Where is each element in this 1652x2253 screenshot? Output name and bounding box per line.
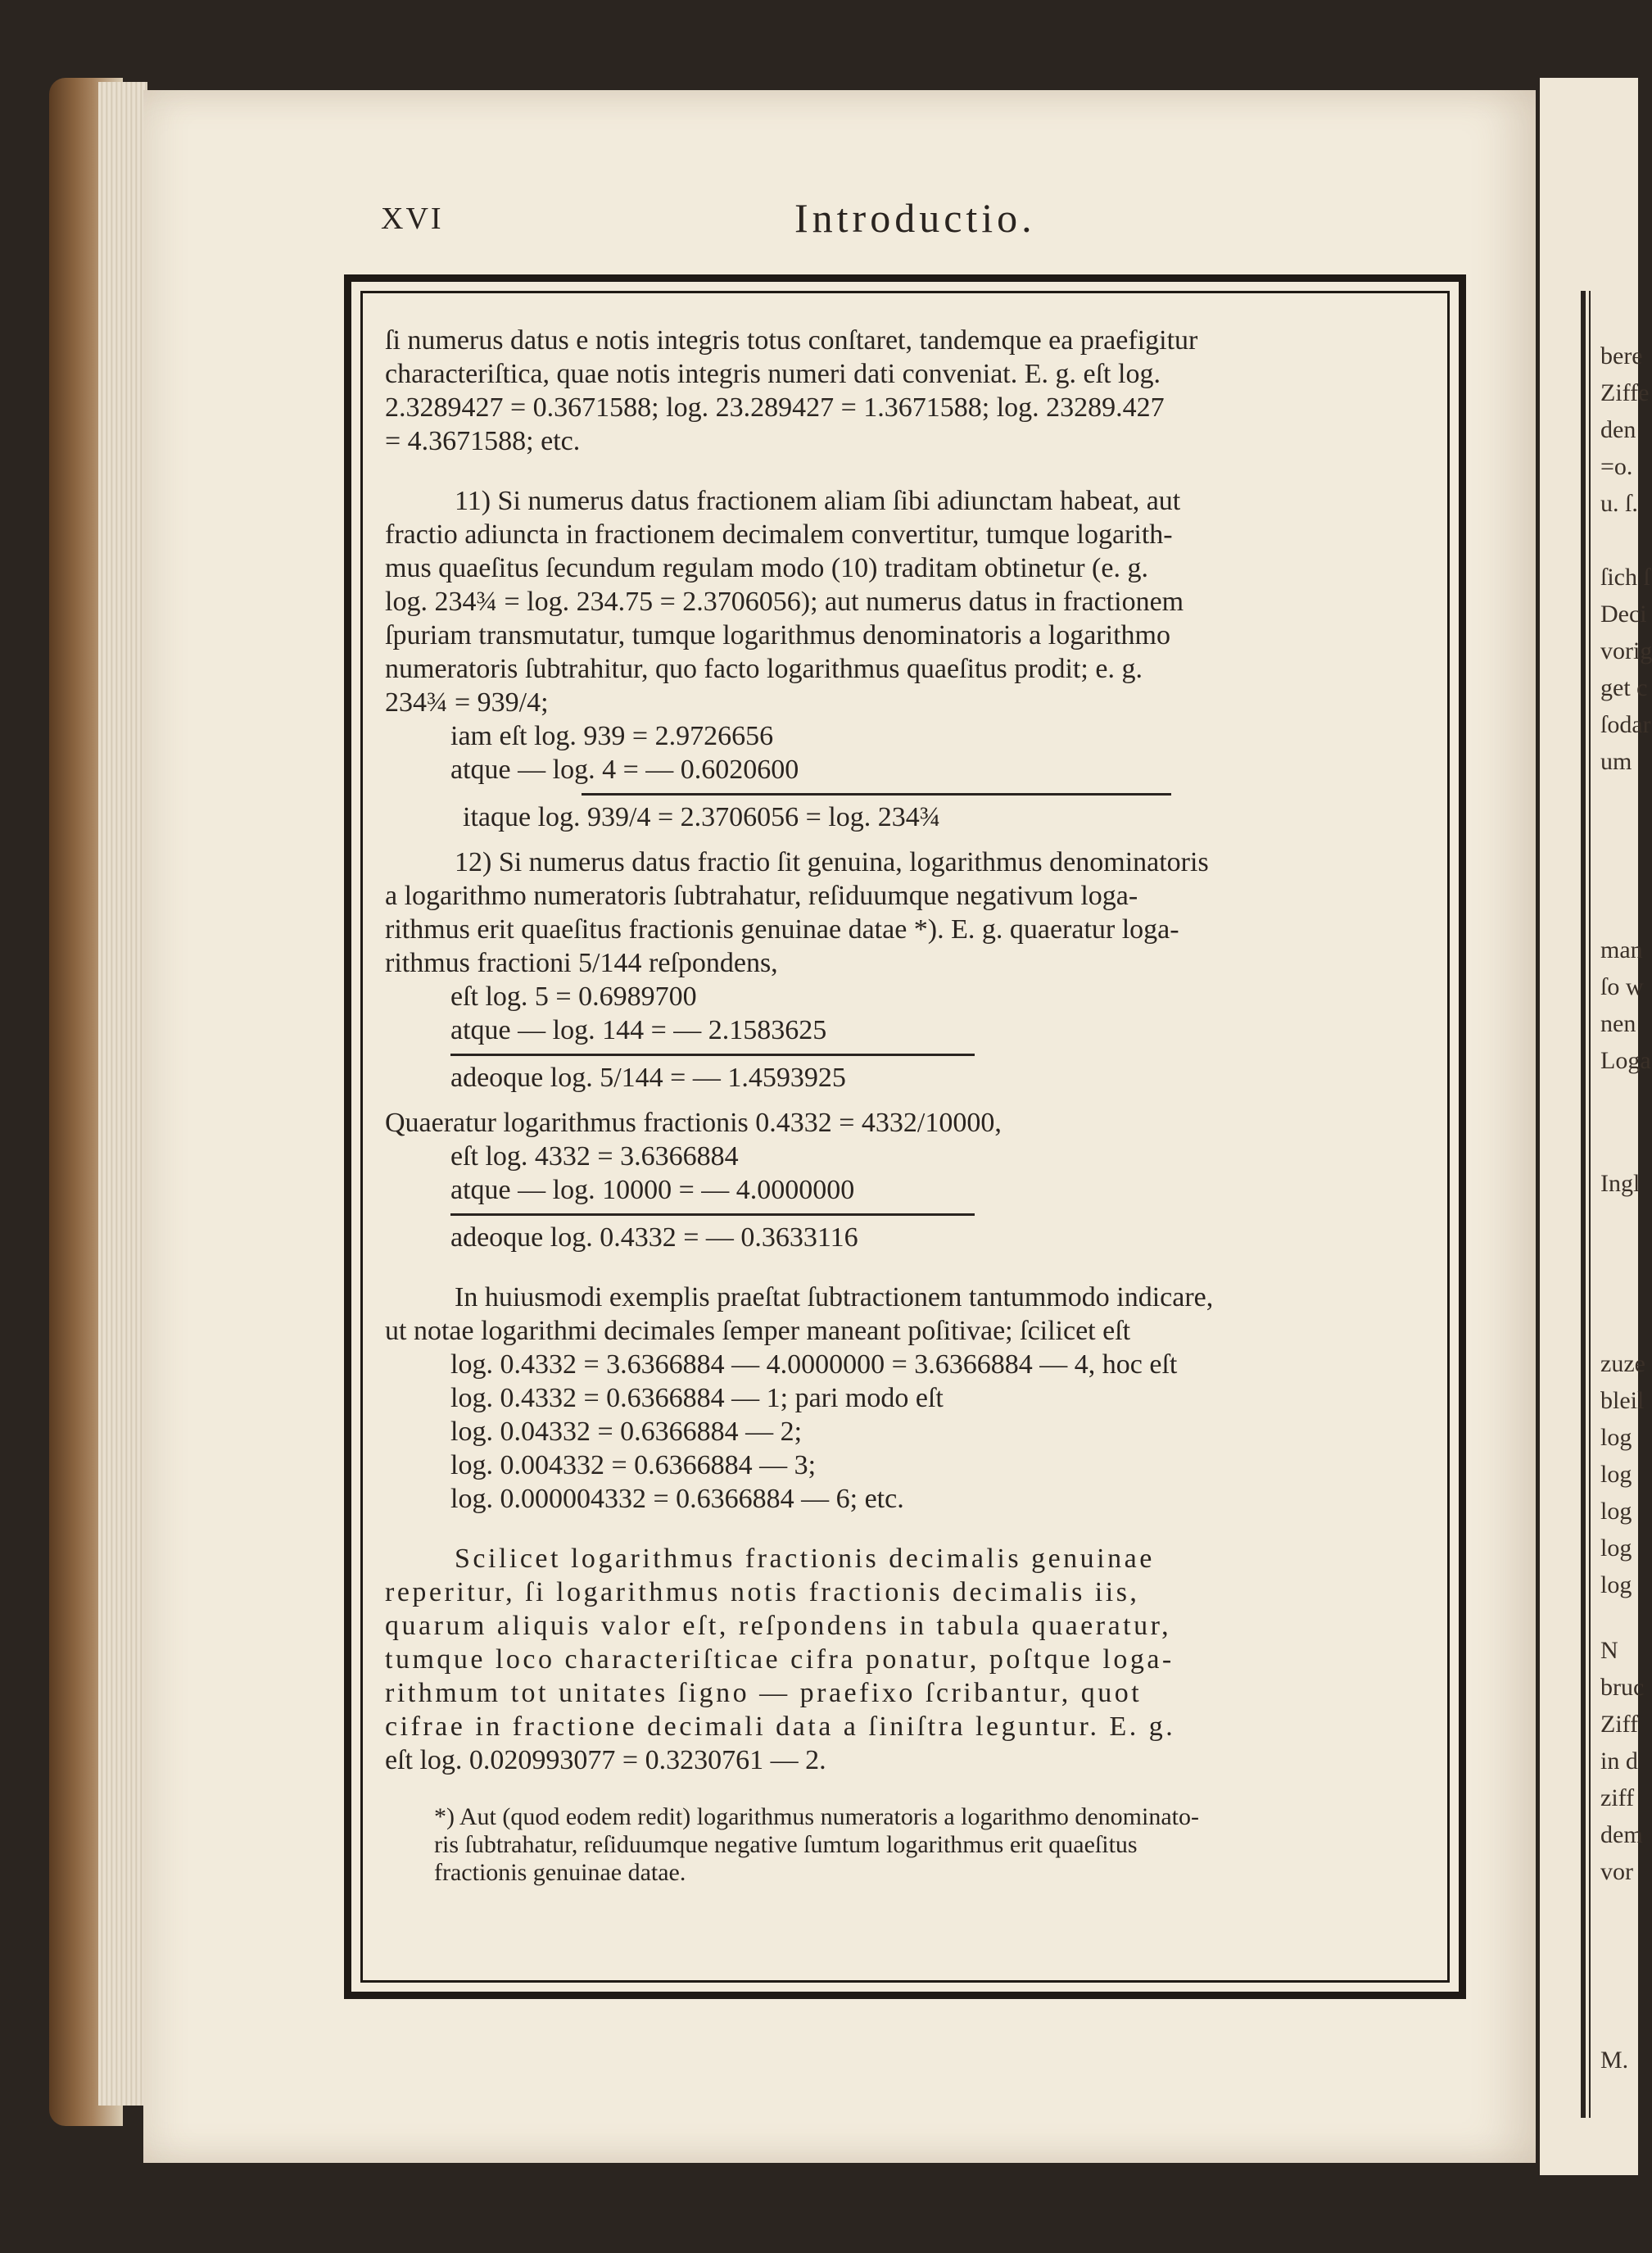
- calc-result: adeoque log. 0.4332 = — 0.3633116: [450, 1222, 858, 1253]
- calc-rule: [450, 1213, 975, 1216]
- footnote-line: fractionis genuinae datae.: [434, 1859, 686, 1886]
- text-line: ſi numerus datus e notis integris totus conſtaret, tandemque ea praefigitur: [385, 325, 1198, 356]
- text-line: = 4.3671588; etc.: [385, 426, 581, 456]
- calc-line: eſt log. 4332 = 3.6366884: [450, 1141, 739, 1172]
- page-header: [381, 195, 1446, 250]
- calculation-12: [385, 980, 975, 1095]
- right-page-fragment: u. ſ.: [1600, 490, 1638, 517]
- example-line: log. 0.04332 = 0.6366884 — 2;: [450, 1417, 803, 1447]
- right-page-frame-rule: [1581, 291, 1586, 2118]
- right-page-fragment: vorig: [1600, 637, 1652, 664]
- text-line: 11) Si numerus datus fractionem aliam ſibi adiunctam habeat, aut: [455, 486, 1181, 516]
- right-page-fragment: man: [1600, 936, 1643, 963]
- right-page-fragment: ſo w: [1600, 973, 1644, 1000]
- right-page-fragment: log: [1600, 1461, 1632, 1488]
- text-line: ſpuriam transmutatur, tumque logarithmus denominatoris a logarithmo: [385, 620, 1170, 651]
- right-page-fragment: Deci: [1600, 601, 1647, 628]
- right-page-fragment: ſich ſ: [1600, 564, 1650, 591]
- example-line: log. 0.000004332 = 0.6366884 — 6; etc.: [450, 1484, 904, 1514]
- calc-line: atque — log. 10000 = — 4.0000000: [450, 1175, 855, 1205]
- right-page-fragment: Ingl: [1600, 1170, 1641, 1197]
- text-line: ut notae logarithmi decimales ſemper maneant poſitivae; ſcilicet eſt: [385, 1316, 1131, 1346]
- right-page-frame-rule-thin: [1589, 291, 1591, 2118]
- text-line: tumque loco characteriſticae cifra ponatur, poſtque loga-: [385, 1644, 1175, 1675]
- example-line: log. 0.4332 = 3.6366884 — 4.0000000 = 3.6366884 — 4, hoc eſt: [450, 1349, 1178, 1380]
- calc-result: adeoque log. 5/144 = — 1.4593925: [450, 1063, 846, 1093]
- calculation-11: [385, 719, 1171, 834]
- text-line: mus quaeſitus ſecundum regulam modo (10) traditam obtinetur (e. g.: [385, 553, 1148, 583]
- right-page-fragment: log: [1600, 1571, 1632, 1598]
- paragraph-11: [385, 484, 1429, 719]
- right-page-fragment: vor: [1600, 1858, 1633, 1885]
- right-page-fragment: bleil: [1600, 1387, 1645, 1414]
- right-page-fragment: ziff: [1600, 1784, 1635, 1811]
- text-line: rithmus fractioni 5/144 reſpondens,: [385, 948, 778, 978]
- footnote-line: ris ſubtrahatur, reſiduumque negative ſumtum logarithmus erit quaeſitus: [434, 1831, 1138, 1858]
- text-line: rithmum tot unitates ſigno — praefixo ſcribantur, quot: [385, 1678, 1143, 1708]
- right-page-fragment: um: [1600, 748, 1632, 775]
- right-page-fragment: Loga: [1600, 1047, 1651, 1074]
- text-line: eſt log. 0.020993077 = 0.3230761 — 2.: [385, 1745, 826, 1775]
- right-page-fragment: dem: [1600, 1821, 1643, 1848]
- example-line: log. 0.004332 = 0.6366884 — 3;: [450, 1450, 817, 1480]
- right-page-fragment: zuze: [1600, 1350, 1645, 1377]
- quaeratur-line: Quaeratur logarithmus fractionis 0.4332 = 4332/10000,: [385, 1108, 1002, 1138]
- paragraph-12: [385, 845, 1429, 980]
- right-page-fragment: den: [1600, 416, 1636, 443]
- right-page: [1540, 78, 1652, 2175]
- right-page-fragment: ſodar: [1600, 711, 1651, 738]
- right-page-fragment: get c: [1600, 674, 1648, 701]
- calc-line: eſt log. 5 = 0.6989700: [450, 981, 697, 1012]
- paragraph-scilicet: [385, 1542, 1429, 1777]
- right-page-fragment: M.: [1600, 2047, 1629, 2074]
- text-line: 12) Si numerus datus fractio ſit genuina, logarithmus denominatoris: [455, 847, 1209, 877]
- calc-rule: [450, 1054, 975, 1056]
- calculation-13: [385, 1140, 975, 1254]
- right-page-fragment: log: [1600, 1534, 1632, 1562]
- right-page-fragment: N: [1600, 1637, 1618, 1664]
- paragraph-huiusmodi: [385, 1281, 1429, 1348]
- text-line: log. 234¾ = log. 234.75 = 2.3706056); aut numerus datus in fractionem: [385, 587, 1184, 617]
- calc-line: atque — log. 4 = — 0.6020600: [450, 755, 799, 785]
- right-page-fragment: nen: [1600, 1010, 1636, 1037]
- example-line: log. 0.4332 = 0.6366884 — 1; pari modo eſt: [450, 1383, 944, 1413]
- examples: [385, 1348, 1429, 1516]
- running-title: Introductio.: [794, 195, 1036, 241]
- text-line: 2.3289427 = 0.3671588; log. 23.289427 = 1.3671588; log. 23289.427: [385, 392, 1165, 423]
- page-content: [385, 324, 1429, 1887]
- page-edges: [98, 82, 147, 2106]
- text-line: Scilicet logarithmus fractionis decimalis genuinae: [455, 1544, 1155, 1574]
- right-page-fragment: bruc: [1600, 1674, 1645, 1701]
- text-line: rithmus erit quaeſitus fractionis genuinae datae *). E. g. quaeratur loga-: [385, 914, 1179, 945]
- text-line: In huiusmodi exemplis praeſtat ſubtractionem tantummodo indicare,: [455, 1282, 1214, 1312]
- text-line: reperitur, ſi logarithmus notis fractionis decimalis iis,: [385, 1577, 1140, 1607]
- right-page-fragment: Ziff: [1600, 1711, 1639, 1738]
- text-line: a logarithmo numeratoris ſubtrahatur, reſiduumque negativum loga-: [385, 881, 1138, 911]
- right-page-fragment: log: [1600, 1424, 1632, 1451]
- right-page-fragment: log: [1600, 1498, 1632, 1525]
- paragraph-10-end: [385, 324, 1429, 458]
- text-line: cifrae in fractione decimali data a ſiniſtra leguntur. E. g.: [385, 1711, 1176, 1742]
- text-line: 234¾ = 939/4;: [385, 687, 549, 718]
- calc-rule: [582, 793, 1171, 796]
- footnote: [385, 1803, 1429, 1887]
- calc-line: atque — log. 144 = — 2.1583625: [450, 1015, 827, 1045]
- right-page-fragment: Ziffe: [1600, 379, 1650, 406]
- page-number: XVI: [381, 202, 444, 236]
- text-line: numeratoris ſubtrahitur, quo facto logarithmus quaeſitus prodit; e. g.: [385, 654, 1143, 684]
- footnote-line: *) Aut (quod eodem redit) logarithmus numeratoris a logarithmo denominato-: [434, 1803, 1199, 1830]
- text-line: characteriſtica, quae notis integris numeri dati conveniat. E. g. eſt log.: [385, 359, 1161, 389]
- calc-result: itaque log. 939/4 = 2.3706056 = log. 234¾: [463, 802, 941, 832]
- right-page-fragment: =o.: [1600, 453, 1633, 480]
- calc-line: iam eſt log. 939 = 2.9726656: [450, 721, 774, 751]
- right-page-fragment: bere: [1600, 342, 1643, 369]
- right-page-fragment: in d: [1600, 1748, 1638, 1775]
- text-line: fractio adiuncta in fractionem decimalem convertitur, tumque logarith-: [385, 519, 1173, 550]
- text-line: quarum aliquis valor eſt, reſpondens in tabula quaeratur,: [385, 1611, 1172, 1641]
